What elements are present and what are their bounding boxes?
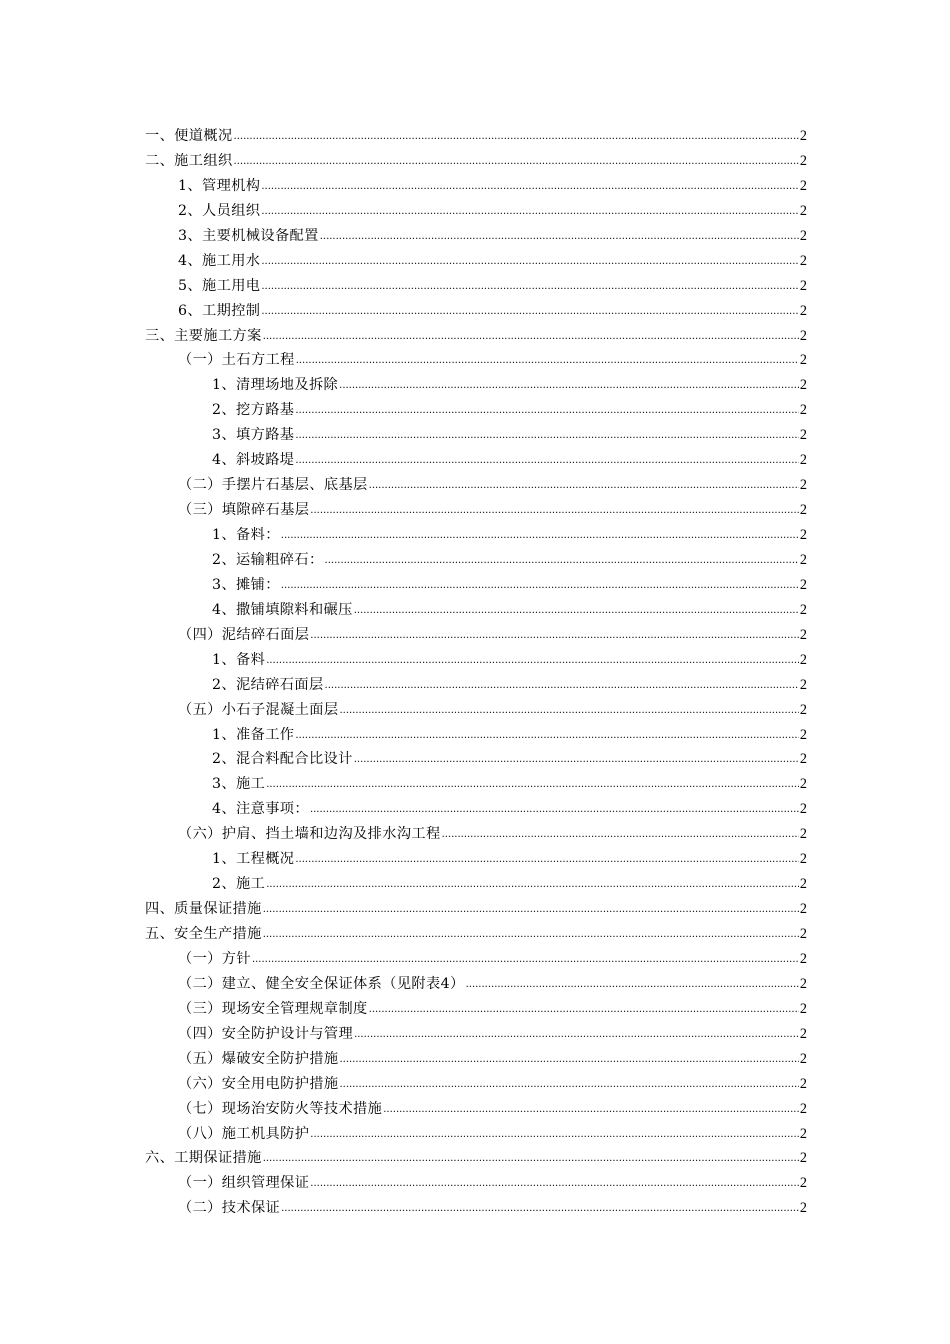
toc-entry[interactable] — [0, 648, 950, 673]
toc-entry[interactable] — [0, 448, 950, 473]
toc-entry[interactable] — [0, 1047, 950, 1072]
toc-entry[interactable] — [0, 249, 950, 274]
toc-entry-line — [178, 1171, 807, 1196]
toc-entry[interactable] — [0, 1196, 950, 1221]
toc-entry[interactable] — [0, 348, 950, 373]
toc-entry-line — [212, 648, 807, 673]
toc-entry[interactable] — [0, 1146, 950, 1171]
toc-entry-line — [212, 723, 807, 748]
toc-entry-page-number: 2 — [799, 651, 807, 668]
toc-entry-title: 1、清理场地及拆除 — [212, 377, 339, 394]
toc-entry-line — [178, 299, 807, 324]
toc-dot-leader — [252, 948, 799, 973]
toc-entry-title: （四）泥结碎石面层 — [178, 626, 310, 643]
toc-entry-title: 3、施工 — [212, 776, 266, 793]
toc-dot-leader — [295, 724, 799, 749]
toc-entry[interactable] — [0, 772, 950, 797]
toc-dot-leader — [261, 300, 799, 325]
toc-dot-leader — [281, 574, 799, 599]
toc-entry[interactable] — [0, 747, 950, 772]
toc-entry-page-number: 2 — [799, 1125, 807, 1142]
toc-entry-page-number: 2 — [799, 1100, 807, 1117]
toc-entry-page-number: 2 — [799, 252, 807, 269]
toc-dot-leader — [263, 325, 799, 350]
toc-entry-title: 四、质量保证措施 — [145, 901, 262, 918]
toc-entry-line — [212, 872, 807, 897]
toc-entry-title: 2、混合料配合比设计 — [212, 751, 353, 768]
toc-entry-page-number: 2 — [799, 177, 807, 194]
toc-entry-line — [178, 348, 807, 373]
toc-entry-page-number: 2 — [799, 776, 807, 793]
toc-entry-line — [178, 498, 807, 523]
toc-entry-title: 1、准备工作 — [212, 726, 295, 743]
toc-entry-line — [212, 673, 807, 698]
toc-entry-title: （五）爆破安全防护措施 — [178, 1050, 339, 1067]
toc-entry-title: （一）组织管理保证 — [178, 1175, 310, 1192]
toc-entry-title: （六）护肩、挡土墙和边沟及排水沟工程 — [178, 826, 441, 843]
toc-dot-leader — [296, 349, 799, 374]
toc-entry-page-number: 2 — [799, 227, 807, 244]
toc-dot-leader — [383, 1098, 799, 1123]
toc-entry-line — [212, 448, 807, 473]
toc-entry-line — [178, 997, 807, 1022]
toc-dot-leader — [266, 773, 799, 798]
toc-entry-page-number: 2 — [799, 277, 807, 294]
toc-entry[interactable] — [0, 199, 950, 224]
toc-entry-line — [145, 149, 807, 174]
toc-dot-leader — [354, 1023, 799, 1048]
toc-dot-leader — [354, 748, 799, 773]
toc-dot-leader — [442, 823, 799, 848]
toc-entry[interactable] — [0, 473, 950, 498]
toc-dot-leader — [234, 150, 799, 175]
toc-entry-title: （七）现场治安防火等技术措施 — [178, 1100, 383, 1117]
toc-entry-page-number: 2 — [799, 1150, 807, 1167]
toc-dot-leader — [310, 499, 799, 524]
toc-dot-leader — [310, 1123, 799, 1148]
toc-entry-page-number: 2 — [799, 302, 807, 319]
toc-entry-line — [178, 224, 807, 249]
toc-entry-title: （一）方针 — [178, 950, 251, 967]
toc-entry-page-number: 2 — [799, 1000, 807, 1017]
toc-entry-page-number: 2 — [799, 726, 807, 743]
toc-entry-line — [178, 947, 807, 972]
toc-entry-page-number: 2 — [799, 1025, 807, 1042]
toc-entry-page-number: 2 — [799, 851, 807, 868]
toc-entry-title: 2、泥结碎石面层 — [212, 676, 324, 693]
toc-entry-title: 4、斜坡路堤 — [212, 452, 295, 469]
toc-entry-title: 2、人员组织 — [178, 202, 261, 219]
toc-entry-page-number: 2 — [799, 876, 807, 893]
toc-entry-line — [178, 174, 807, 199]
toc-entry-title: 6、工期控制 — [178, 302, 261, 319]
toc-entry[interactable] — [0, 274, 950, 299]
toc-dot-leader — [295, 449, 799, 474]
toc-entry-page-number: 2 — [799, 427, 807, 444]
toc-entry-title: （三）填隙碎石基层 — [178, 502, 310, 519]
toc-dot-leader — [295, 848, 799, 873]
toc-entry-title: 一、便道概况 — [145, 128, 233, 144]
toc-entry-page-number: 2 — [799, 926, 807, 942]
toc-entry[interactable] — [0, 498, 950, 523]
toc-dot-leader — [310, 624, 799, 649]
toc-entry-title: 2、施工 — [212, 876, 266, 893]
toc-entry-title: 4、注意事项： — [212, 801, 309, 818]
toc-dot-leader — [261, 250, 799, 275]
toc-entry-title: 4、撒铺填隙料和碾压 — [212, 601, 353, 618]
toc-entry-title: 2、运输粗碎石： — [212, 551, 324, 568]
toc-entry-page-number: 2 — [799, 202, 807, 219]
toc-dot-leader — [354, 599, 799, 624]
toc-entry[interactable] — [0, 373, 950, 398]
toc-entry-page-number: 2 — [799, 626, 807, 643]
toc-entry[interactable] — [0, 673, 950, 698]
toc-entry-title: 3、摊铺： — [212, 576, 280, 593]
toc-entry-line — [178, 822, 807, 847]
toc-entry[interactable] — [0, 947, 950, 972]
toc-entry-line — [145, 124, 807, 149]
toc-entry[interactable] — [0, 997, 950, 1022]
toc-entry-title: （二）建立、健全安全保证体系（见附表4） — [178, 975, 465, 992]
table-of-contents — [0, 124, 950, 1221]
toc-entry[interactable] — [0, 1022, 950, 1047]
toc-entry-line — [212, 548, 807, 573]
toc-entry-title: （八）施工机具防护 — [178, 1125, 310, 1142]
toc-dot-leader — [369, 474, 799, 499]
toc-entry-page-number: 2 — [799, 352, 807, 369]
toc-entry-page-number: 2 — [799, 128, 807, 144]
toc-dot-leader — [325, 549, 799, 574]
toc-entry[interactable] — [0, 847, 950, 872]
toc-entry-title: 5、施工用电 — [178, 277, 261, 294]
toc-dot-leader — [466, 973, 799, 998]
toc-entry[interactable] — [0, 797, 950, 822]
toc-entry[interactable] — [0, 224, 950, 249]
toc-entry[interactable] — [0, 1171, 950, 1196]
toc-entry-line — [212, 423, 807, 448]
toc-entry-page-number: 2 — [799, 950, 807, 967]
toc-entry-page-number: 2 — [799, 477, 807, 494]
toc-entry-line — [212, 772, 807, 797]
toc-entry-line — [178, 1196, 807, 1221]
toc-dot-leader — [339, 374, 799, 399]
toc-dot-leader — [263, 923, 799, 948]
toc-entry-line — [178, 1072, 807, 1097]
toc-entry[interactable] — [0, 598, 950, 623]
toc-entry-line — [178, 1022, 807, 1047]
toc-entry[interactable] — [0, 548, 950, 573]
toc-entry[interactable] — [0, 872, 950, 897]
toc-entry-line — [178, 1097, 807, 1122]
toc-entry-title: （三）现场安全管理规章制度 — [178, 1000, 368, 1017]
toc-entry-line — [178, 972, 807, 997]
toc-entry[interactable] — [0, 623, 950, 648]
toc-entry[interactable] — [0, 573, 950, 598]
toc-entry-page-number: 2 — [799, 975, 807, 992]
toc-entry-line — [178, 249, 807, 274]
toc-entry-page-number: 2 — [799, 701, 807, 718]
toc-entry-page-number: 2 — [799, 527, 807, 543]
toc-entry-line — [212, 373, 807, 398]
toc-entry[interactable] — [0, 398, 950, 423]
toc-dot-leader — [234, 125, 799, 150]
toc-entry-page-number: 2 — [799, 676, 807, 693]
toc-entry-line — [178, 623, 807, 648]
toc-entry-line — [212, 797, 807, 822]
toc-entry[interactable] — [0, 423, 950, 448]
toc-dot-leader — [263, 898, 799, 923]
toc-dot-leader — [281, 1197, 799, 1222]
toc-entry-title: （二）手摆片石基层、底基层 — [178, 477, 368, 494]
toc-entry-page-number: 2 — [799, 152, 807, 169]
toc-dot-leader — [310, 1172, 799, 1197]
toc-entry-page-number: 2 — [799, 452, 807, 469]
toc-dot-leader — [266, 873, 799, 898]
toc-entry-title: 3、填方路基 — [212, 427, 295, 444]
toc-entry-title: 二、施工组织 — [145, 152, 233, 169]
toc-entry-line — [178, 274, 807, 299]
toc-entry[interactable] — [0, 124, 950, 149]
toc-entry-page-number: 2 — [799, 1200, 807, 1217]
toc-entry-page-number: 2 — [799, 327, 807, 344]
toc-entry[interactable] — [0, 149, 950, 174]
toc-entry[interactable] — [0, 922, 950, 947]
toc-entry[interactable] — [0, 523, 950, 548]
toc-entry[interactable] — [0, 822, 950, 847]
toc-entry-title: 三、主要施工方案 — [145, 327, 262, 344]
toc-dot-leader — [263, 1147, 799, 1172]
toc-entry-title: 4、施工用水 — [178, 252, 261, 269]
toc-entry-page-number: 2 — [799, 502, 807, 519]
toc-entry[interactable] — [0, 972, 950, 997]
toc-entry[interactable] — [0, 897, 950, 922]
toc-dot-leader — [295, 424, 799, 449]
toc-entry[interactable] — [0, 174, 950, 199]
toc-entry-title: 六、工期保证措施 — [145, 1150, 262, 1167]
toc-entry-title: 1、工程概况 — [212, 851, 295, 868]
toc-entry-title: （一）土石方工程 — [178, 352, 295, 369]
toc-entry-page-number: 2 — [799, 576, 807, 593]
toc-entry-line — [212, 523, 807, 548]
toc-entry-line — [178, 698, 807, 723]
toc-dot-leader — [261, 275, 799, 300]
toc-entry-line — [178, 199, 807, 224]
toc-entry-page-number: 2 — [799, 801, 807, 818]
toc-entry-page-number: 2 — [799, 1075, 807, 1092]
toc-entry[interactable] — [0, 1122, 950, 1147]
toc-entry-line — [178, 1047, 807, 1072]
toc-dot-leader — [320, 225, 799, 250]
toc-entry-title: （四）安全防护设计与管理 — [178, 1025, 354, 1042]
toc-entry[interactable] — [0, 1097, 950, 1122]
toc-entry[interactable] — [0, 299, 950, 324]
toc-entry-line — [212, 573, 807, 598]
toc-entry[interactable] — [0, 723, 950, 748]
toc-entry-page-number: 2 — [799, 402, 807, 419]
toc-dot-leader — [310, 798, 799, 823]
toc-dot-leader — [266, 649, 799, 674]
toc-entry-page-number: 2 — [799, 1175, 807, 1192]
toc-entry[interactable] — [0, 1072, 950, 1097]
toc-dot-leader — [261, 200, 799, 225]
toc-entry-line — [212, 847, 807, 872]
toc-entry-page-number: 2 — [799, 751, 807, 768]
toc-entry[interactable] — [0, 324, 950, 349]
toc-entry-line — [212, 598, 807, 623]
toc-entry-page-number: 2 — [799, 601, 807, 618]
toc-entry-line — [145, 1146, 807, 1171]
toc-entry-title: 2、挖方路基 — [212, 402, 295, 419]
toc-entry-line — [145, 324, 807, 349]
toc-entry-title: （二）技术保证 — [178, 1200, 281, 1217]
toc-dot-leader — [281, 524, 799, 549]
toc-entry-line — [212, 747, 807, 772]
toc-entry-title: 五、安全生产措施 — [145, 926, 262, 942]
toc-entry-title: （六）安全用电防护措施 — [178, 1075, 339, 1092]
toc-dot-leader — [325, 674, 799, 699]
toc-entry-page-number: 2 — [799, 1050, 807, 1067]
toc-entry-page-number: 2 — [799, 826, 807, 843]
toc-dot-leader — [369, 998, 799, 1023]
toc-entry-title: 3、主要机械设备配置 — [178, 227, 319, 244]
toc-entry-title: 1、备料： — [212, 527, 280, 543]
toc-entry-line — [178, 473, 807, 498]
toc-entry-line — [212, 398, 807, 423]
toc-entry-page-number: 2 — [799, 901, 807, 918]
toc-entry-line — [145, 897, 807, 922]
toc-dot-leader — [339, 1048, 798, 1073]
toc-entry-title: （五）小石子混凝土面层 — [178, 701, 339, 718]
toc-entry[interactable] — [0, 698, 950, 723]
toc-dot-leader — [261, 175, 799, 200]
toc-entry-title: 1、管理机构 — [178, 177, 261, 194]
toc-entry-page-number: 2 — [799, 377, 807, 394]
toc-entry-title: 1、备料 — [212, 651, 266, 668]
toc-dot-leader — [339, 1073, 798, 1098]
toc-dot-leader — [339, 699, 798, 724]
toc-entry-line — [145, 922, 807, 947]
toc-entry-page-number: 2 — [799, 551, 807, 568]
toc-entry-line — [178, 1122, 807, 1147]
toc-dot-leader — [295, 399, 799, 424]
